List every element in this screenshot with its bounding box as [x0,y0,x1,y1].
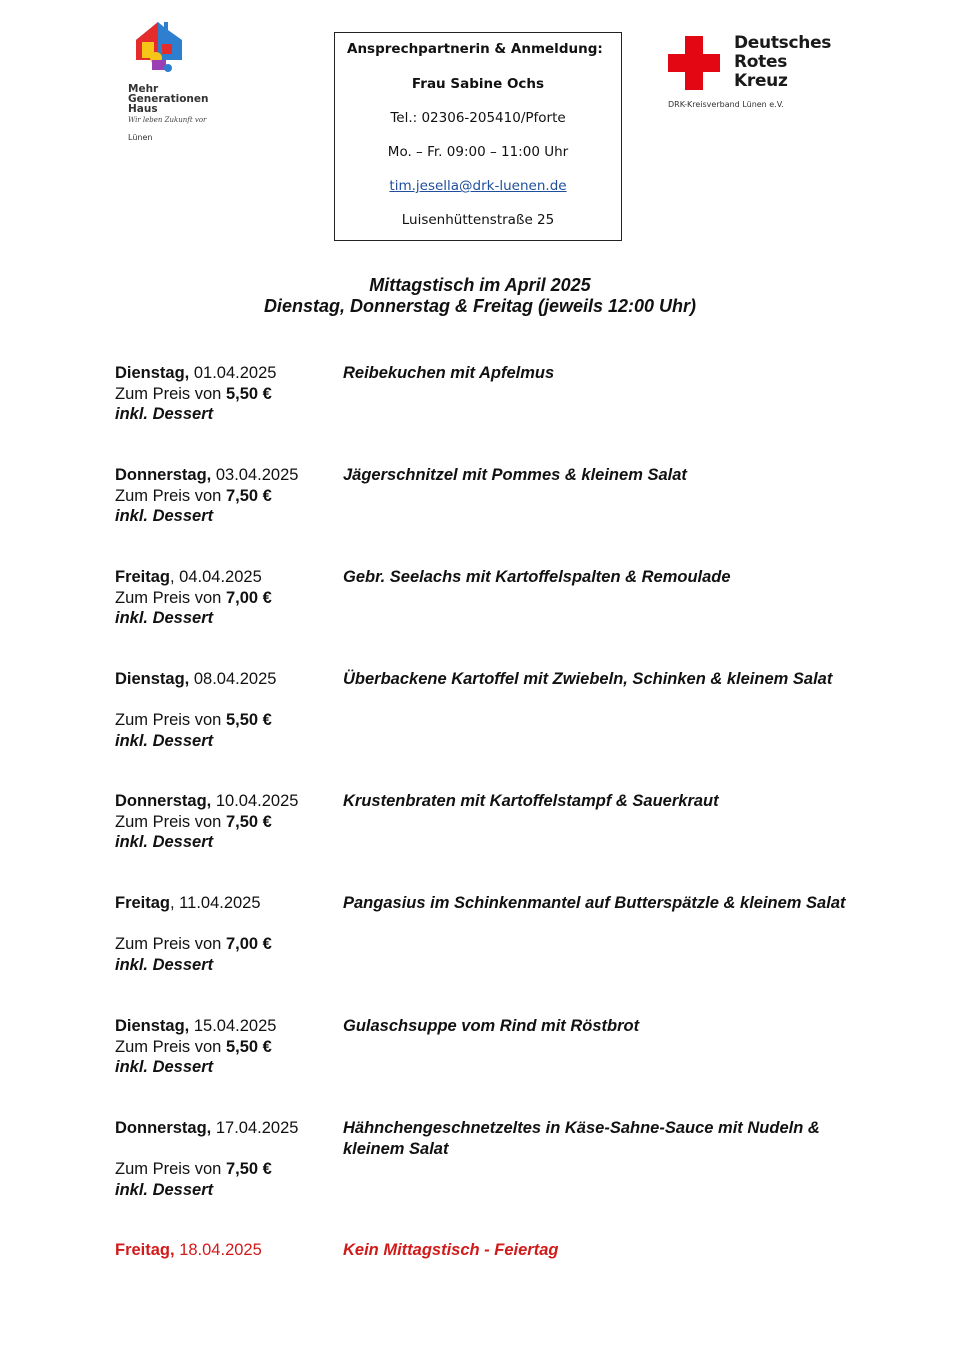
entry-day: Dienstag, [115,1017,190,1035]
entry-day: Donnerstag, [115,466,212,484]
entry-dish: Gulaschsuppe vom Rind mit Röstbrot [343,1017,640,1035]
entry-date: 03.04.2025 [211,466,299,484]
logo-line-2: Generationen [128,93,209,105]
contact-phone: Tel.: 02306-205410/Pforte [390,110,566,126]
entry-dish: Pangasius im Schinkenmantel auf Butterspätzle & kleinem Salat [343,894,846,912]
entry-day: Freitag [115,568,171,586]
entry-date: 01.04.2025 [189,364,277,382]
entry-dish: Jägerschnitzel mit Pommes & kleinem Salat [343,466,687,484]
entry-dessert: inkl. Dessert [115,1058,214,1076]
entry-date: 17.04.2025 [211,1119,299,1137]
entry-date: 08.04.2025 [189,670,277,688]
logo-city: Lünen [128,133,153,142]
entry-price-prefix: Zum Preis von [115,812,226,831]
entry-price-prefix: Zum Preis von [115,935,226,953]
entry-day: Donnerstag, [115,792,212,810]
entry-dish: Überbackene Kartoffel mit Zwiebeln, Schinken & kleinem Salat [343,670,833,688]
page-title [0,275,960,317]
entry-price-prefix: Zum Preis von [115,1160,226,1178]
entry-date: 10.04.2025 [211,792,299,810]
entry-price: 7,50 € [225,1160,272,1178]
entry-price: 7,50 € [225,486,272,505]
logo-line-3: Haus [128,103,158,115]
entry-dessert: inkl. Dessert [115,1180,214,1199]
entry-dish: Reibekuchen mit Apfelmus [343,364,555,382]
contact-hours: Mo. – Fr. 09:00 – 11:00 Uhr [387,144,569,160]
entry-dish: Krustenbraten mit Kartoffelstampf & Sauerkraut [343,792,719,810]
contact-email-link[interactable]: tim.jesella@drk-luenen.de [389,178,567,194]
entry-dessert: inkl. Dessert [115,731,214,750]
entry-dessert: inkl. Dessert [115,507,214,525]
entry-price-prefix: Zum Preis von [115,588,226,607]
entry-price: 7,00 € [225,588,272,607]
entry-price: 5,50 € [225,1037,272,1056]
entry-price-prefix: Zum Preis von [115,711,226,729]
entry-date: , 04.04.2025 [170,568,262,586]
drk-name-line-3: Kreuz [734,71,788,91]
contact-address: Luisenhüttenstraße 25 [401,212,555,228]
contact-heading: Ansprechpartnerin & Anmeldung: [347,41,603,57]
entry-date: , 11.04.2025 [170,894,261,912]
contact-box [334,32,622,241]
entry-day: Dienstag, [115,670,190,688]
red-cross-icon [668,36,720,90]
entry-day: Freitag [115,894,171,912]
entry-dish: Hähnchengeschnetzeltes in Käse-Sahne-Sauce mit Nudeln & kleinem Salat [343,1119,820,1158]
entry-date: 15.04.2025 [189,1017,277,1035]
entry-dessert: inkl. Dessert [115,833,214,851]
entry-dessert: inkl. Dessert [115,609,214,627]
entry-price-prefix: Zum Preis von [115,384,226,403]
entry-price: 7,00 € [225,935,272,953]
holiday-day: Freitag, [115,1241,175,1259]
drk-subtitle: DRK-Kreisverband Lünen e.V. [668,100,784,109]
entry-price: 5,50 € [225,384,272,403]
entry-dish: Gebr. Seelachs mit Kartoffelspalten & Remoulade [343,568,731,586]
entry-dessert: inkl. Dessert [115,955,214,974]
contact-name: Frau Sabine Ochs [411,76,545,92]
drk-name-line-1: Deutsches [734,33,832,53]
entry-dessert: inkl. Dessert [115,405,214,423]
entry-price-prefix: Zum Preis von [115,486,226,505]
entry-day: Dienstag, [115,364,190,382]
entry-price: 7,50 € [225,812,272,831]
title-line-1: Mittagstisch im April 2025 [369,275,591,295]
entry-price: 5,50 € [225,711,272,729]
mehrgenerationenhaus-logo [128,18,238,142]
holiday-notice: Kein Mittagstisch - Feiertag [343,1241,559,1259]
entry-day: Donnerstag, [115,1119,212,1137]
drk-name-line-2: Rotes [734,52,788,72]
logo-line-1: Mehr [128,83,159,95]
entry-price-prefix: Zum Preis von [115,1037,226,1056]
holiday-date: 18.04.2025 [174,1241,262,1259]
title-line-2: Dienstag, Donnerstag & Freitag (jeweils 12:00 Uhr) [263,296,697,316]
logo-tagline: Wir leben Zukunft vor [128,116,207,124]
house-icon [128,18,190,78]
